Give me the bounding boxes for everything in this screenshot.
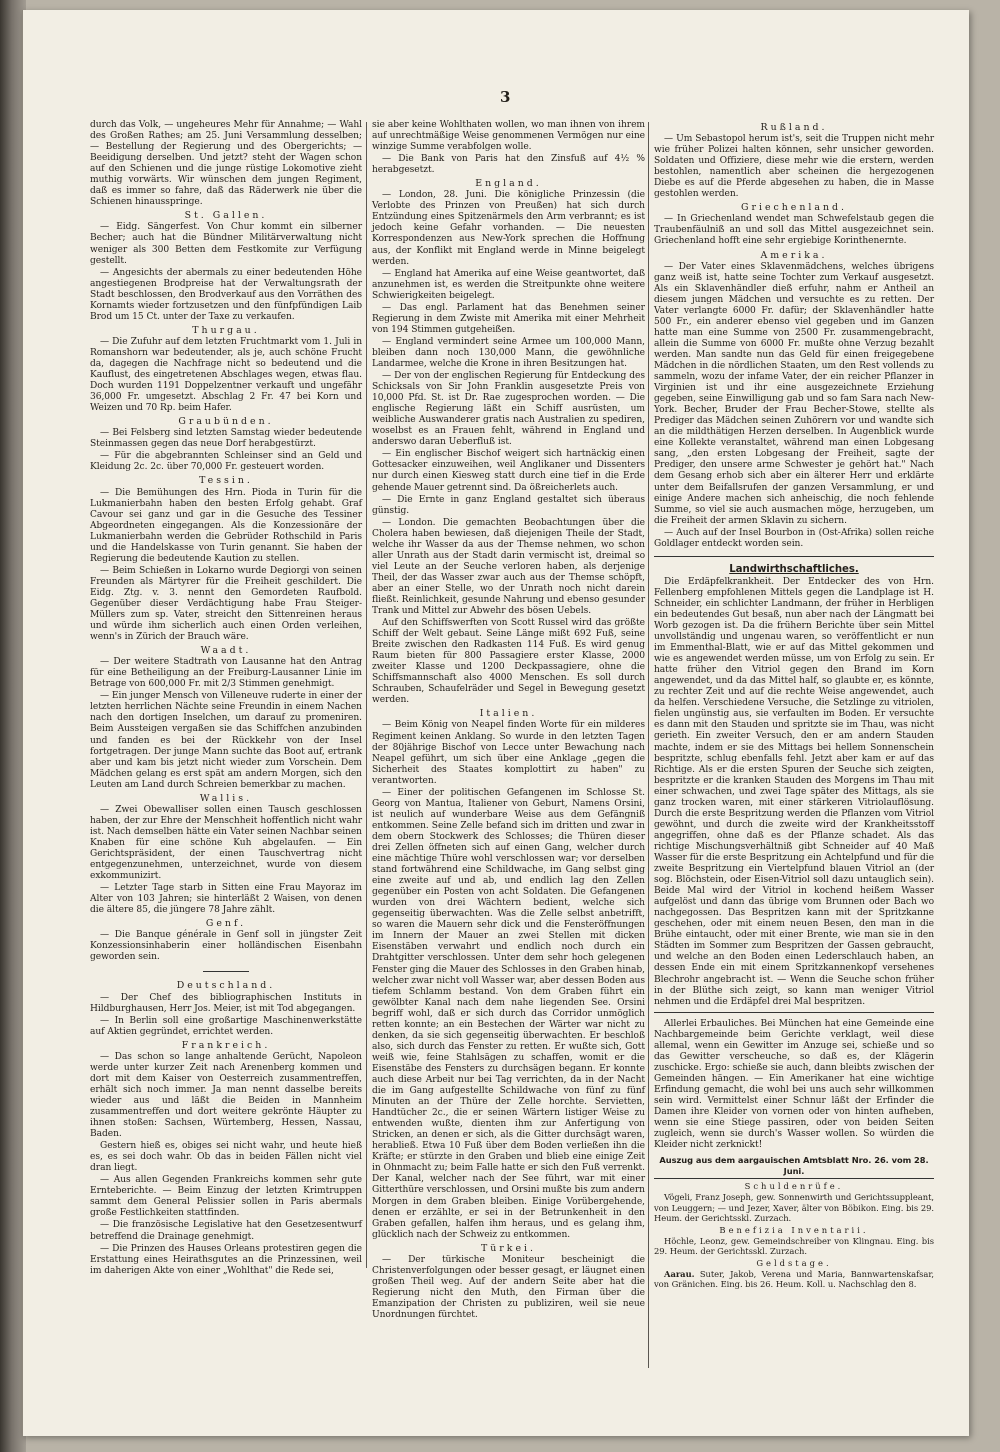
section-heading: Thurgau. (192, 324, 260, 336)
article-text: Die Erdäpfelkrankheit. Der Entdecker des von Hrn. Fellenberg empfohlenen Mittels gegen die Landplage ist H. Schneider, ein schlichter Landmann, der früher in Herbligen ein bedeutendes Gut besaß, nun aber nach der Längmatt bei Worb gezogen ist. Da die frühern Berichte über sein Mittel unvollständig und ungenau waren, so veröffentlicht er nun im Emmenthal-Blatt, wie er auf das Mittel gekommen und wie es angewendet werden müsse, um von Erfolg zu sein. Er hatte früher den Vitriol gegen den Brand im Korn angewendet, und da das Mittel half, so glaubte er, es könnte, zu rechter Zeit und auf die rechte Weise angewendet, auch da helfen. Verschiedene Versuche, die Setzlinge zu vitriolen, fielen ungünstig aus, sie verfaulten im Boden. Er versuchte es dann mit den Stauden und spritzte sie im Thau, was nicht gerieth. Ein zweiter Versuch, den er am andern Stauden machte, indem er sie des Mittags bei hellem Sonnenschein bespritzte, schlug ebenfalls fehl. Jetzt aber kam er auf das Richtige. Als er die ersten Spuren der Seuche sich zeigten, bespritzte er die kranken Stauden des Morgens im Thau mit einer schwachen, und zwei Tage später des Mittags, als sie ganz trocken waren, mit einer stärkeren Vitriolauflösung. Durch die erste Bespritzung werden die Pflanzen vom Vitriol gewöhnt, und durch die zweite wird der Krankheitsstoff angegriffen, ohne daß es der Pflanze schadet. Als das richtige Mischungsverhältniß gibt Schneider auf 40 Maß Wasser für die erste Bespritzung ein Achtelpfund und für die zweite Bespritzung ein Viertelpfund blauen Vitriol an (der sog. Blöchstein, oder Eisen-Vitriol soll dazu untauglich sein). Beide Mal wird der Vitriol in kochend heißem Wasser aufgelöst und dann das übrige vom Brunnen oder Bach wo nachgegossen. Das Bespritzen kann mit der Spritzkanne geschehen, oder mit einem neuen Besen, den man in die Brühe eintaucht, oder mit einer Brente, wie man sie in den Städten im Sommer zum Bespritzen der Gassen gebraucht, und welche an den Boden einen Lederschlauch haben, an dessen Ende ein mit einem Spritzkannenkopf versehenes Blechrohr angebracht ist. — Wenn die Seuche schon früher in der Blüthe sich zeigt, so kann man weniger Vitriol nehmen und die Erdäpfel drei Mal bespritzen. (654, 576, 934, 1007)
article-text: — Eidg. Sängerfest. Von Chur kommt ein silberner Becher; auch hat die Bündner Militärverwaltung nicht weniger als 300 Betten dem Festkomite zur Verfügung gestellt. (90, 222, 362, 266)
article-text: — Letzter Tage starb in Sitten eine Frau Mayoraz im Alter von 103 Jahren; sie hinterläßt 2 Waisen, von denen die ältere 85, die jüngere 78 Jahre zählt. (90, 883, 362, 916)
section-heading: Genf. (205, 918, 247, 930)
article-text: Allerlei Erbauliches. Bei München hat eine Gemeinde eine Nachbargemeinde beim Gerichte verklagt, weil diese allemal, wenn ein Gewitter im Anzuge sei, schieße und so das Gewitter verscheuche, so daß es, der Klägerin zuschicke. Ergo: schieße sie auch, dann bleibts zwischen der Gemeinden hängen. — Ein Amerikaner hat eine wichtige Erfindung gemacht, die wohl bei uns auch sehr willkommen sein wird. Vermittelst einer Schnur läßt der Erfinder die Damen ihre Kleider von vornen oder von hinten aufheben, wenn sie eine Stiege passiren, oder von beiden Seiten zugleich, wenn sie durch's Wasser wollen. So würden die Kleider nicht zerknickt! (654, 1018, 934, 1151)
article-text: Gestern hieß es, obiges sei nicht wahr, und heute hieß es, es sei doch wahr. Ob das in beiden Fällen nicht viel dran liegt. (90, 1141, 362, 1174)
notice-place: Aarau. (664, 1269, 695, 1280)
section-heading: Waadt. (200, 645, 252, 657)
article-text: — Das schon so lange anhaltende Gerücht, Napoleon werde unter kurzer Zeit nach Arenenberg kommen und dort mit dem Kaiser von Oesterreich zusammentreffen, erhält sich noch immer. Ja man nennt dasselbe bereits wieder aus und läßt die Beiden in Mannheim zusammentreffen und dort weitere gekrönte Häupter zu ihnen stoßen: Sachsen, Würtemberg, Hessen, Nassau, Baden. (90, 1051, 362, 1140)
article-text: — Die Banque générale in Genf soll in jüngster Zeit Konzessionsinhaberin einer holländischen Eisenbahn geworden sein. (90, 930, 362, 963)
section-heading: Graubünden. (178, 416, 274, 428)
article-text: — London. Die gemachten Beobachtungen über die Cholera haben bewiesen, daß diejenigen Theile der Stadt, welche ihr Wasser da aus der Themse nehmen, wo schon aller Unrath aus der Stadt darin vermischt ist, dreimal so viel Leute an der Seuche verloren haben, als derjenige Theil, der das Wasser zwar auch aus der Themse schöpft, aber an einer Stelle, wo der Unrath noch nicht darein fließt. Reinlichkeit, gesunde Nahrung und ebenso gesunder Trank und Mittel zur Abwehr des bösen Uebels. (372, 517, 645, 617)
section-heading: Rußland. (760, 122, 828, 133)
article-text: — In Berlin soll eine großartige Maschinenwerkstätte auf Aktien gegründet, errichtet werden. (90, 1015, 362, 1037)
section-heading: Türkei. (481, 1242, 536, 1254)
section-heading: Amerika. (760, 249, 828, 261)
notice-text (654, 1269, 934, 1289)
section-heading: Griechenland. (741, 202, 847, 214)
section-heading: Schuldenrüfe. (744, 1181, 844, 1192)
article-text: — Die Prinzen des Hauses Orleans protestiren gegen die Erstattung eines Heirathsgutes an die Prinzessinen, weil im daherigen Akte von einer „Wohlthat" die Rede sei, (90, 1243, 362, 1276)
notice-text: Höchle, Leonz, gew. Gemeindschreiber von Klingnau. Eing. bis 29. Heum. der Gerichtsskl. Zurzach. (654, 1235, 934, 1256)
article-text: — Die Bank von Paris hat den Zinsfuß auf 4½ % herabgesetzt. (372, 154, 645, 176)
article-text: — Angesichts der abermals zu einer bedeutenden Höhe angestiegenen Brodpreise hat der Verwaltungsrath der Stadt beschlossen, den Brodverkauf aus den Vorräthen des Kornamts wieder fortzusetzen und den fünfpfündigen Laib Brod um 15 Ct. unter der Taxe zu verkaufen. (90, 267, 362, 322)
article-text: — Zwei Obewalliser sollen einen Tausch geschlossen haben, der zur Ehre der Menschheit hoffentlich nicht wahr ist. Nach demselben hätte ein Vater seinen Nachbar seinen Knaben für eine schöne Kuh abgelaufen. — Ein Gerichtspräsident, der einen Tauschvertrag nicht entgegenzunehmen, unterzeichnet, wurde von diesem exkommunizirt. (90, 804, 362, 882)
article-text: — Die französische Legislative hat den Gesetzesentwurf betreffend die Drainage genehmigt. (90, 1220, 362, 1242)
article-text: — Das engl. Parlament hat das Benehmen seiner Regierung in dem Zwiste mit Amerika mit einer Mehrheit von 194 Stimmen gutgeheißen. (372, 302, 645, 335)
article-text: — Um Sebastopol herum ist's, seit die Truppen nicht mehr wie früher Polizei halten können, sehr unsicher geworden. Soldaten und Offiziere, diese mehr wie die erstern, werden bestohlen, namentlich aber scheinen die hergezogenen Diebe es auf die Pferde abgesehen zu haben, die in Masse gestohlen werden. (654, 134, 934, 200)
article-text: durch das Volk, — ungeheures Mehr für Annahme; — Wahl des Großen Rathes; am 25. Juni Versammlung desselben; — Bestellung der Regierung und des Obergerichts; — Beeidigung derselben. Und jetzt? steht der Wagen schon auf den Schienen und die junge rüstige Lokomotive zieht muthig vorwärts. Wir wünschen dem jungen Regiment, daß es immer so fahre, daß das Räderwerk nie über die Schienen hinausspringe. (90, 120, 362, 208)
section-heading: Wallis. (199, 792, 253, 804)
notice-body: Suter, Jakob, Verena und Maria, Bannwartenskafsar, von Gränichen. Eing. bis 26. Heum. Koll. u. Nachschlag den 8. (654, 1269, 934, 1290)
section-heading: Italien. (479, 708, 538, 720)
article-text: — Auch auf der Insel Bourbon in (Ost-Afrika) sollen reiche Goldlager entdeckt worden sein. (654, 527, 934, 549)
column-rule-left (366, 122, 367, 1268)
section-heading: Frankreich. (181, 1039, 271, 1051)
article-text: — Der von der englischen Regierung für Entdeckung des Schicksals von Sir John Franklin ausgesetzte Preis von 10,000 Pfd. St. ist Dr. Rae zugesprochen worden. — Die englische Regierung läßt ein Schiff ausrüsten, um weibliche Auswanderer gratis nach Australien zu spediren, woselbst es an Frauen fehlt, während in England und anderswo daran Ueberfluß ist. (372, 371, 645, 448)
page-number: 3 (500, 88, 511, 106)
article-text: — Ein junger Mensch von Villeneuve ruderte in einer der letzten herrlichen Nächte seine Freundin in einem Nachen nach den dortigen Inselchen, um darauf zu promeniren. Beim Aussteigen vergaßen sie das Schiffchen anzubinden und fanden es bei der Rückkehr von der Insel fortgetragen. Der junge Mann suchte das Boot auf, ertrank aber und kam bis jetzt nicht wieder zum Vorschein. Dem Mädchen gelang es erst spät am andern Morgen, sich den Leuten am Land durch Schreien bemerkbar zu machen. (90, 691, 362, 790)
section-heading: St. Gallen. (184, 210, 268, 222)
article-text: — Aus allen Gegenden Frankreichs kommen sehr gute Ernteberichte. — Beim Einzug der letzten Krimtruppen sammt dem General Pelissier sollen in Paris abermals große Festlichkeiten stattfinden. (90, 1175, 362, 1219)
column-3 (654, 120, 934, 1366)
column-rule-right (648, 122, 649, 1368)
section-heading: Deutschland. (176, 980, 276, 992)
notice-text: Vögeli, Franz Joseph, gew. Sonnenwirth und Gerichtssuppleant, von Leuggern; — und Jezer, Xaver, älter von Böbikon. Eing. bis 29. Heum. der Gerichtsskl. Zurzach. (654, 1192, 934, 1223)
article-text: — Der weitere Stadtrath von Lausanne hat den Antrag für eine Betheiligung an der Freiburg-Lausanner Linie im Betrage von 600,000 Fr. mit 2/3 Stimmen genehmigt. (90, 657, 362, 690)
section-heading: Tessin. (199, 475, 253, 487)
article-text: — Die Zufuhr auf dem letzten Fruchtmarkt vom 1. Juli in Romanshorn war bedeutender, als je, auch schöne Frucht da, dagegen die Nachfrage nicht so bedeutend und die Kauflust, des eingetretenen Abschlages wegen, etwas flau. Doch wurden 1191 Doppelzentner verkauft und ungefähr 36,000 Fr. umgesetzt. Abschlag 2 Fr. 47 bei Korn und Weizen und 70 Rp. beim Hafer. (90, 336, 362, 414)
official-gazette-heading: Auszug aus dem aargauischen Amtsblatt Nro. 26. vom 28. Juni. (654, 1155, 934, 1179)
agriculture-heading: Landwirthschaftliches. (729, 563, 859, 575)
article-text: — Der Chef des bibliographischen Instituts in Hildburghausen, Herr Jos. Meier, ist mit Tod abgegangen. (90, 992, 362, 1014)
article-text: — Beim König von Neapel finden Worte für ein milderes Regiment keinen Anklang. So wurde in den letzten Tagen der 80jährige Bischof von Lecce unter Bewachung nach Neapel geführt, um sich über eine Anklage „gegen die Sicherheit des Staates komplottirt zu haben" zu verantworten. (372, 720, 645, 786)
article-text: — Der türkische Moniteur bescheinigt die Christenverfolgungen oder besser gesagt, er läugnet einen großen Theil weg. Auf der andern Seite aber hat die Regierung nicht den Muth, den Firman über die Emanzipation der Christen zu publiziren, weil sie neue Unordnungen fürchtet. (372, 1254, 645, 1320)
article-text: — Einer der politischen Gefangenen im Schlosse St. Georg von Mantua, Italiener von Geburt, Namens Orsini, ist neulich auf wunderbare Weise aus dem Gefängniß entkommen. Seine Zelle befand sich im dritten und zwar in dem obern Stockwerk des Schlosses; die Thüren dieser drei Zellen öffneten sich auf einen Gang, welcher durch eine mächtige Thüre wohl verschlossen war; vor derselben stand fortwährend eine Schildwache, im Gang selbst ging eine zweite auf und ab, und endlich lag den Zellen gegenüber ein Posten von acht Soldaten. Die Gefangenen wurden von drei Wächtern bedient, welche sich gegenseitig überwachten. Was die Zelle selbst anbetrifft, so waren die Mauern sehr dick und die Fensteröffnungen im Innern der Mauer an zwei Stellen mit dicken Eisenstäben verwahrt und endlich noch durch ein Drahtgitter verschlossen. Unter dem sehr hoch gelegenen Fenster ging die Mauer des Schlosses in den Graben hinab, welcher zwar nicht voll Wasser war, aber dessen Boden aus tiefem Schlamm bestand. Von dem Graben führt ein gewölbter Kanal nach dem nahe liegenden See. Orsini begriff wohl, daß er sich durch das Corridor unmöglich retten konnte; an ein Bestechen der Wärter war nicht zu denken, da sie sich gegenseitig überwachten. Er beschloß also, sich durch das Fenster zu retten. Er wußte sich, Gott weiß wie, feine Stahlsägen zu schaffen, womit er die Eisenstäbe des Fensters zu durchsägen begann. Er konnte auch diese Arbeit nur bei Tag verrichten, da in der Nacht die im Gang aufgestellte Schildwache von fünf zu fünf Minuten an der Thüre der Zelle horchte. Servietten, Handtücher 2c., die er seinen Wärtern listiger Weise zu entwenden wußte, dienten ihm zur Anfertigung von Stricken, an denen er sich, als die Gitter durchsägt waren, herabließ. Etwa 10 Fuß über dem Boden verließen ihn die Kräfte; er stürzte in den Graben und blieb eine einige Zeit in Ohnmacht zu; beim Falle hatte er sich den Fuß verrenkt. Der Kanal, welcher nach der See führt, war mit einer Gitterthüre verschlossen, und Orsini mußte bis zum andern Morgen in dem Graben bleiben. Einige Vorübergehende, denen er erzählte, er sei in der Betrunkenheit in den Graben gefallen, halfen ihm heraus, und es gelang ihm, glücklich nach der Schweiz zu entkommen. (372, 787, 645, 1240)
article-text: Auf den Schiffswerften von Scott Russel wird das größte Schiff der Welt gebaut. Seine Länge mißt 692 Fuß, seine Breite zwischen den Radkasten 114 Fuß. Es wird genug Raum bieten für 800 Passagiere erster Klasse, 2000 zweiter Klasse und 1200 Deckpassagiere, ohne die Schiffsmannschaft also 4000 Menschen. Es soll durch Schrauben, Schaufelräder und Segel in Bewegung gesetzt werden. (372, 618, 645, 706)
column-1 (90, 120, 362, 1328)
section-divider (203, 971, 249, 972)
article-text: sie aber keine Wohlthaten wollen, wo man ihnen von ihrem auf unrechtmäßige Weise genommenen Vermögen nur eine winzige Summe verabfolgen wolle. (372, 120, 645, 153)
article-text: — In Griechenland wendet man Schwefelstaub gegen die Traubenfäulniß an und soll das Mittel ausgezeichnet sein. Griechenland hofft eine sehr ergiebige Korinthenernte. (654, 214, 934, 247)
article-text: — England hat Amerika auf eine Weise geantwortet, daß anzunehmen ist, es werden die Streitpunkte ohne weitere Schwierigkeiten beigelegt. (372, 268, 645, 301)
article-text: — Der Vater eines Sklavenmädchens, welches übrigens ganz weiß ist, hatte seine Tochter zum Verkauf ausgesetzt. Als ein Sklavenhändler dieß erfuhr, nahm er Antheil an diesem jungen Mädchen und versuchte es zu retten. Der Vater verlangte 6000 Fr. dafür; der Sklavenhändler hatte 500 Fr., ein anderer ebenso viel gegeben und im Ganzen hatte man eine Summe von 2500 Fr. zusammengebracht, allein die Summe von 6000 Fr. mußte ohne Verzug bezahlt werden. Man sandte nun das Geld für einen freigegebene Mädchen in die nördlichen Staaten, um den Rest vollends zu sammeln, wozu der infame Vater, der ein reicher Pflanzer in Virginien ist und ihr eine ausgezeichnete Erziehung gegeben, seine Einwilligung gab und so fam Sara nach New-York. Becher, Bruder der Frau Becher-Stowe, stellte als Prediger das Mädchen seinen Zuhörern vor und wandte sich an die mildthätigen Herzen derselben. In Augenblick wurde eine Kollekte veranstaltet, während man einen Lobgesang sang, „den ersten Lobgesang der Freiheit, sagte der Prediger, den unsere arme Schwester je gehört hat." Nach dem Gesang erhob sich aber ein älterer Herr und erklärte unter dem Beifallsrufen der ganzen Versammlung, er und einige Andere machen sich anheischig, die noch fehlende Summe, so viel sie auch ausmachen möge, herzugeben, um die Freiheit der armen Sklavin zu sichern. (654, 261, 934, 526)
section-heading: England. (475, 178, 542, 190)
article-text: — Beim Schießen in Lokarno wurde Degiorgi von seinen Freunden als Märtyrer für die Freiheit geschildert. Die Eidg. Ztg. v. 3. nennt den Gemordeten Raufbold. Gegenüber dieser Verdächtigung habe Frau Steiger-Müllers zum sp. Vater, streicht den Sittenreinen heraus und würde ihm sicherlich auch einen Orden verleihen, wenn's in Zürich der Brauch wäre. (90, 565, 362, 643)
article-text: — Die Ernte in ganz England gestaltet sich überaus günstig. (372, 494, 645, 516)
article-text: — London, 28. Juni. Die königliche Prinzessin (die Verlobte des Prinzen von Preußen) hat sich durch Entzündung eines Spitzenärmels den Arm verbrannt; es ist jedoch keine Gefahr vorhanden. — Die neuesten Korrespondenzen aus New-York sprechen die Hoffnung aus, der Konflikt mit England werde in Minne beigelegt werden. (372, 190, 645, 267)
article-text: — Für die abgebrannten Schleinser sind an Geld und Kleidung 2c. 2c. über 70,000 Fr. gesteuert worden. (90, 451, 362, 473)
article-text: — Bei Felsberg sind letzten Samstag wieder bedeutende Steinmassen gegen das neue Dorf herabgestürzt. (90, 428, 362, 450)
article-text: — England vermindert seine Armee um 100,000 Mann, bleiben dann noch 130,000 Mann, die gewöhnliche Landarmee, welche die Krone in ihren Besitzungen hat. (372, 336, 645, 369)
article-text: — Ein englischer Bischof weigert sich hartnäckig einen Gottesacker einzuweihen, weil Anglikaner und Dissenters nur durch einen Kiesweg statt durch eine tief in die Erde gehende Mauer getrennt sind. Da ößreicherlets auch. (372, 449, 645, 493)
agriculture-box (654, 556, 934, 1013)
article-text: — Die Bemühungen des Hrn. Pioda in Turin für die Lukmanierbahn haben den besten Erfolg gehabt. Graf Cavour sei ganz und gar in die Gesuche des Tessiner Abgeordneten eingegangen. Als die Konzessionäre der Lukmanierbahn werden die Gebrüder Rothschild in Paris und die Handelskasse von Turin genannt. Sie haben der Regierung die bedeutende Kaution zu stellen. (90, 487, 362, 564)
column-2 (372, 120, 645, 1320)
section-heading: Geldstage. (756, 1257, 832, 1268)
section-heading: Benefizia Inventarii. (719, 1224, 869, 1235)
